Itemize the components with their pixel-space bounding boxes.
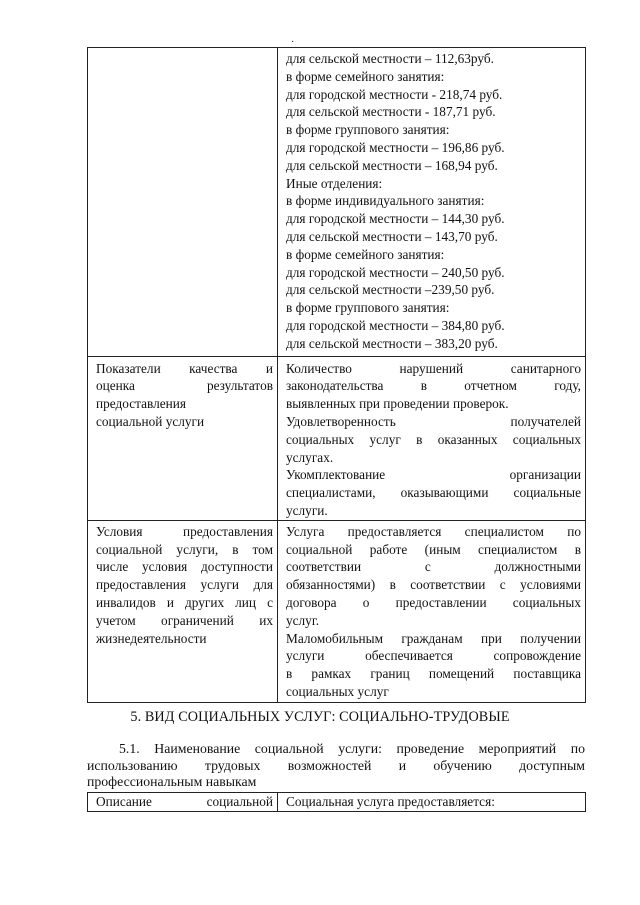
cell-quality-label — [88, 356, 278, 520]
text-line: договора о предоставлении социальных — [286, 594, 581, 610]
text-line: услуги обеспечивается сопровождение — [286, 648, 581, 664]
text-line: законодательства в отчетном году, — [286, 378, 581, 394]
label-line: предоставления услуги для — [96, 577, 273, 593]
paragraph-line: профессиональным навыкам — [87, 774, 257, 789]
table-row — [88, 356, 586, 520]
tariff-line: для городской местности – 240,50 руб. — [286, 264, 505, 280]
text-line: Услуга предоставляется специалистом по — [286, 523, 581, 539]
tariff-line: Иные отделения: — [286, 175, 383, 191]
label-line: инвалидов и других лиц с — [96, 594, 273, 610]
cell-quality-text — [278, 356, 586, 520]
tariff-line: для сельской местности – 383,20 руб. — [286, 335, 498, 351]
cell-description-text: Социальная услуга предоставляется: — [278, 793, 586, 812]
label-line: жизнедеятельности — [96, 630, 207, 646]
tariff-line: для сельской местности – 143,70 руб. — [286, 228, 498, 244]
text-line: Укомплектование организации — [286, 467, 581, 483]
tariff-line: для сельской местности – 168,94 руб. — [286, 157, 498, 173]
tariff-line: в форме группового занятия: — [286, 122, 450, 138]
text-line: специалистами, оказывающими социальные — [286, 485, 581, 501]
label-line: Условия предоставления — [96, 523, 273, 539]
text-line: услугах. — [286, 449, 334, 465]
page-mark: · — [291, 37, 295, 48]
paragraph-line: 5.1. Наименование социальной услуги: проведение мероприятий по — [119, 741, 585, 756]
cell-tariffs — [278, 48, 586, 357]
label-line: социальной услуги, в том — [96, 541, 273, 557]
text-line: услуг. — [286, 612, 320, 628]
table-row — [88, 793, 586, 812]
text-line: Количество нарушений санитарного — [286, 360, 581, 376]
text-line: социальной работе (иным специалистом в — [286, 541, 581, 557]
tariff-line: для городской местности – 144,30 руб. — [286, 211, 505, 227]
label-line: числе условия доступности — [96, 559, 273, 575]
text-line: в рамках границ помещений поставщика — [286, 666, 581, 682]
tariff-line: в форме группового занятия: — [286, 300, 450, 316]
label-line: предоставления — [96, 396, 187, 412]
cell-description-label — [88, 793, 278, 812]
label-line: Описание социальной — [96, 794, 273, 809]
tariff-line: для городской местности – 384,80 руб. — [286, 317, 505, 333]
label-line: учетом ограничений их — [96, 612, 273, 628]
text-line: Удовлетворенность получателей — [286, 413, 581, 429]
service-name-paragraph — [87, 741, 585, 791]
cell-conditions-label — [88, 520, 278, 702]
section-heading: 5. ВИД СОЦИАЛЬНЫХ УСЛУГ: СОЦИАЛЬНО-ТРУДОВЫЕ — [130, 709, 510, 725]
tariff-line: в форме семейного занятия: — [286, 246, 445, 262]
tariff-line: для городской местности – 196,86 руб. — [286, 139, 505, 155]
text-line: обязанностями) в соответствии с условиями — [286, 577, 581, 593]
description-table — [87, 792, 586, 812]
text-line: социальных услуг в оказанных социальных — [286, 431, 581, 447]
tariff-line: в форме индивидуального занятия: — [286, 193, 485, 209]
label-line: Показатели качества и — [96, 360, 273, 376]
paragraph-line: использованию трудовых возможностей и обучению доступным — [87, 757, 585, 773]
cell-left — [88, 48, 278, 357]
text-line: Маломобильным гражданам при получении — [286, 630, 581, 646]
tariff-line: для сельской местности – 112,63руб. — [286, 51, 494, 66]
label-line: оценка результатов — [96, 378, 273, 394]
text-line: социальных услуг — [286, 683, 389, 699]
services-table — [87, 47, 586, 703]
cell-conditions-text — [278, 520, 586, 702]
tariff-line: для городской местности - 218,74 руб. — [286, 86, 503, 102]
text-line: соответствии с должностными — [286, 559, 581, 575]
table-row — [88, 520, 586, 702]
label-line: социальной услуги — [96, 413, 205, 429]
text-line: услуги. — [286, 502, 328, 518]
tariff-line: в форме семейного занятия: — [286, 68, 445, 84]
table-row — [88, 48, 586, 357]
tariff-line: для сельской местности –239,50 руб. — [286, 282, 495, 298]
tariff-line: для сельской местности - 187,71 руб. — [286, 104, 496, 120]
text-line: выявленных при проведении проверок. — [286, 396, 509, 412]
